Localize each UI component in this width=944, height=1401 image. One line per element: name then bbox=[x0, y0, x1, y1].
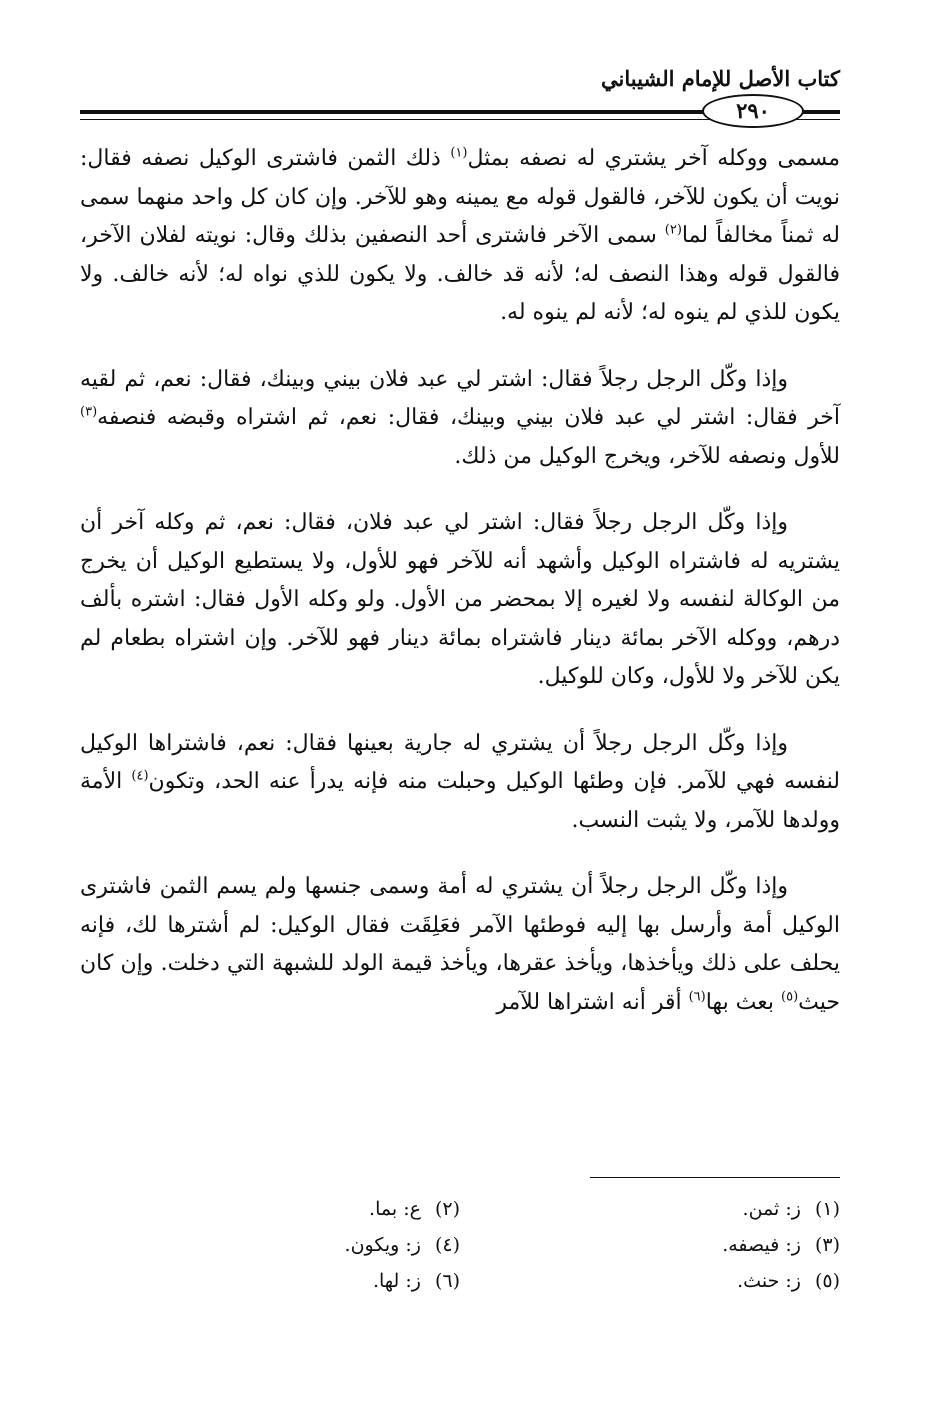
footnote-item bbox=[80, 1270, 460, 1306]
footnote-number: (٥) bbox=[814, 1270, 840, 1292]
footnote-row bbox=[80, 1270, 840, 1306]
paragraph-3 bbox=[80, 504, 840, 697]
page-header bbox=[80, 64, 840, 124]
main-text bbox=[80, 140, 840, 1050]
text-run: سمى الآخر فاشترى أحد النصفين بذلك وقال: نويته لفلان الآخر، فالقول قوله وهذا النصف له؛ لأنه قد خالف. ولا يكون للذي نواه له؛ لأنه خالف. ولا يكون للذي لم ينوه له؛ لأنه لم ينوه له. bbox=[80, 223, 840, 325]
footnote-ref: (٢) bbox=[664, 222, 682, 238]
paragraph-1 bbox=[80, 140, 840, 333]
footnote-item bbox=[460, 1270, 840, 1306]
footnote-separator bbox=[590, 1177, 840, 1178]
text-run: وإذا وكّل الرجل رجلاً أن يشتري له أمة وسمى جنسها ولم يسم الثمن فاشترى الوكيل أمة وأرسل بها إليه فوطئها الآمر فعَلِقَت فقال الوكيل: لم أشترها لك، فإنه يحلف على ذلك ويأخذها، ويأخذ عقرها، ويأخذ قيمة الولد للشبهة التي دخلت. وإن كان حيث bbox=[80, 874, 840, 1015]
footnote-number: (٢) bbox=[434, 1198, 460, 1220]
paragraph-2 bbox=[80, 361, 840, 477]
footnote-text: ز: فيصفه. bbox=[722, 1234, 801, 1256]
book-title: كتاب الأصل للإمام الشيباني bbox=[601, 66, 840, 91]
text-run: ذلك الثمن فاشترى الوكيل نصفه فقال: نويت أن يكون للآخر، فالقول قوله مع يمينه وهو للآخر. وإن كان كل واحد منهما سمى له ثمناً مخالفاً لما bbox=[80, 146, 840, 248]
footnote-number: (٦) bbox=[434, 1270, 460, 1292]
text-run: وإذا وكّل الرجل رجلاً فقال: اشتر لي عبد فلان، فقال: نعم، ثم وكله آخر أن يشتريه له فاشتراه الوكيل وأشهد أنه للآخر فهو للأول، ولا يستطيع الوكيل أن يخرج من الوكالة لنفسه ولا لغيره إلا بمحضر من الأول. ولو وكله الأول فقال: اشتره بألف درهم، ووكله الآخر بمائة دينار فاشتراه بمائة دينار فهو للآخر. وإن اشتراه بطعام لم يكن للآخر ولا للأول، وكان للوكيل. bbox=[80, 510, 840, 689]
footnote-text: ز: ثمن. bbox=[742, 1198, 801, 1220]
text-run: بعث بها bbox=[705, 989, 782, 1015]
footnote-ref: (٥) bbox=[781, 989, 799, 1005]
page-number: ٢٩٠ bbox=[702, 94, 804, 128]
text-run: وإذا وكّل الرجل رجلاً فقال: اشتر لي عبد فلان بيني وبينك، فقال: نعم، ثم لقيه آخر فقال: اشتر لي عبد فلان بيني وبينك، فقال: نعم، ثم اشتراه وقبضه فنصفه bbox=[80, 366, 840, 430]
footnote-row bbox=[80, 1198, 840, 1234]
text-run: للأول ونصفه للآخر، ويخرج الوكيل من ذلك. bbox=[454, 443, 840, 469]
footnote-ref: (٦) bbox=[688, 989, 706, 1005]
footnote-item bbox=[460, 1234, 840, 1270]
footnote-text: ع: بما. bbox=[369, 1198, 421, 1220]
footnote-row bbox=[80, 1234, 840, 1270]
footnote-text: ز: حنث. bbox=[737, 1270, 801, 1292]
text-run: أقر أنه اشتراها للآمر bbox=[496, 989, 689, 1015]
footnote-item bbox=[80, 1198, 460, 1234]
footnote-number: (١) bbox=[814, 1198, 840, 1220]
text-run: وإذا وكّل الرجل رجلاً أن يشتري له جارية بعينها فقال: نعم، فاشتراها الوكيل لنفسه فهي للآمر. فإن وطئها الوكيل وحبلت منه فإنه يدرأ عنه الحد، وتكون bbox=[80, 730, 840, 794]
footnote-text: ز: ويكون. bbox=[344, 1234, 421, 1256]
footnote-text: ز: لها. bbox=[372, 1270, 421, 1292]
paragraph-5 bbox=[80, 868, 840, 1022]
footnote-ref: (٣) bbox=[80, 404, 98, 420]
text-run: مسمى ووكله آخر يشتري له نصفه بمثل bbox=[467, 146, 840, 171]
text-run: الأمة وولدها للآمر، ولا يثبت النسب. bbox=[80, 769, 840, 833]
footnote-number: (٤) bbox=[434, 1234, 460, 1256]
footnote-item bbox=[460, 1198, 840, 1234]
paragraph-4 bbox=[80, 725, 840, 841]
footnote-number: (٣) bbox=[814, 1234, 840, 1256]
footnote-ref: (٤) bbox=[131, 768, 149, 784]
footnote-item bbox=[80, 1234, 460, 1270]
footnote-ref: (١) bbox=[450, 145, 468, 161]
footnotes bbox=[80, 1198, 840, 1306]
